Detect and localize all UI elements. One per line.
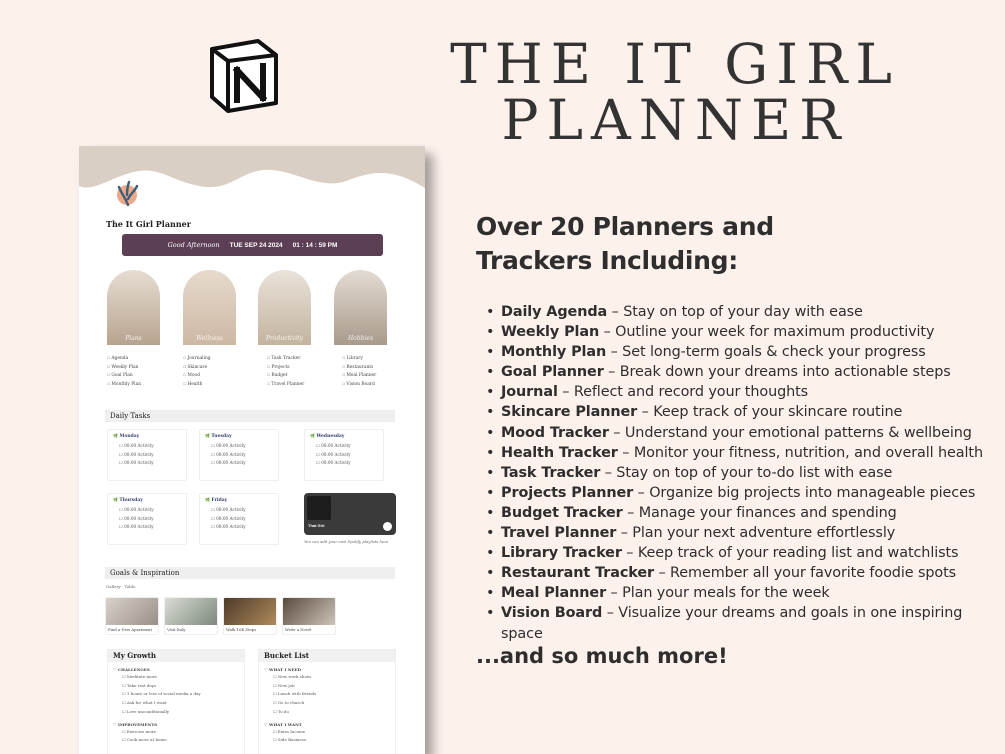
day-name: 🌿 Tuesday xyxy=(205,433,273,439)
planner-mockup xyxy=(79,146,425,754)
activity-item[interactable]: ☐ 00:00 Activity xyxy=(310,442,378,451)
nav-link[interactable]: ▫ Library xyxy=(342,355,376,364)
feature-desc: – Reflect and record your thoughts xyxy=(557,384,809,401)
feature-item xyxy=(486,523,986,543)
greeting-text: Good Afternoon xyxy=(167,241,220,249)
activity-item[interactable]: ☐ 00:00 Activity xyxy=(205,506,273,515)
activity-item[interactable]: ☐ 00:00 Activity xyxy=(113,459,181,468)
feature-name: Projects Planner xyxy=(501,484,634,501)
activity-item[interactable]: ☐ 00:00 Activity xyxy=(113,451,181,460)
arch-card-4[interactable] xyxy=(334,270,387,345)
goal-image xyxy=(106,598,158,625)
bucket-list-panel xyxy=(258,649,396,754)
feature-list xyxy=(486,302,986,644)
checklist-item[interactable]: ☐ Exercise more xyxy=(108,728,244,737)
panel-title: Bucket List xyxy=(259,650,395,662)
nav-link[interactable]: ▫ Mood xyxy=(183,372,211,381)
arch-label: Wellness xyxy=(196,335,223,342)
feature-desc: – Understand your emotional patterns & wellbeing xyxy=(608,424,972,441)
feature-item xyxy=(486,322,986,342)
feature-name: Goal Planner xyxy=(501,364,604,381)
feature-desc: – Manage your finances and spending xyxy=(622,504,897,521)
day-card-tuesday xyxy=(199,429,279,481)
feature-name: Skincare Planner xyxy=(501,404,638,421)
nav-link[interactable]: ▫ Projects xyxy=(267,364,304,373)
feature-desc: – Break down your dreams into actionable steps xyxy=(603,364,951,381)
nav-link[interactable]: ▫ Restaurants xyxy=(342,364,376,373)
checklist-item[interactable]: ☐ Extra Income xyxy=(259,728,395,737)
product-title xyxy=(440,32,910,152)
arch-card-2[interactable] xyxy=(183,270,236,345)
checklist-item[interactable]: ☐ Ask for what I want xyxy=(108,699,244,708)
notion-logo-icon xyxy=(206,37,282,113)
feature-name: Mood Tracker xyxy=(501,424,609,441)
spotify-player[interactable] xyxy=(304,493,396,535)
my-growth-panel xyxy=(107,649,245,754)
coral-icon xyxy=(113,179,143,209)
feature-desc: – Keep track of your skincare routine xyxy=(637,404,903,421)
clock-text: 01 : 14 : 59 PM xyxy=(292,241,338,249)
checklist-item[interactable]: ☐ Cook more at home xyxy=(108,736,244,745)
feature-name: Library Tracker xyxy=(501,545,622,562)
spotify-track: That Girl xyxy=(308,523,325,528)
activity-item[interactable]: ☐ 00:00 Activity xyxy=(113,515,181,524)
feature-desc: – Plan your meals for the week xyxy=(606,585,830,602)
feature-desc: – Plan your next adventure effortlessly xyxy=(616,525,896,542)
checklist-item[interactable]: ☐ To do xyxy=(259,708,395,717)
feature-name: Journal xyxy=(501,384,558,401)
feature-name: Health Tracker xyxy=(501,444,618,461)
feature-desc: – Remember all your favorite foodie spots xyxy=(654,565,957,582)
feature-name: Budget Tracker xyxy=(501,504,623,521)
day-card-wednesday xyxy=(304,429,384,481)
feature-desc: – Stay on top of your day with ease xyxy=(607,304,863,320)
nav-column-3 xyxy=(267,355,304,389)
nav-link[interactable]: ▫ Vision Board xyxy=(342,381,376,390)
checklist-item[interactable]: ☐ New job xyxy=(259,682,395,691)
checklist-item[interactable]: ☐ Lunch with friends xyxy=(259,690,395,699)
goals-header: Goals & Inspiration xyxy=(105,567,395,579)
feature-desc: – Set long-term goals & check your progress xyxy=(606,344,926,361)
day-name: 🌿 Friday xyxy=(205,497,273,503)
activity-item[interactable]: ☐ 00:00 Activity xyxy=(205,523,273,532)
feature-desc: – Keep track of your reading list and watchlists xyxy=(621,545,959,562)
feature-item xyxy=(486,583,986,603)
nav-link[interactable]: ▫ Meal Planner xyxy=(342,372,376,381)
feature-item xyxy=(486,382,986,402)
day-card-thursday xyxy=(107,493,187,545)
activity-item[interactable]: ☐ 00:00 Activity xyxy=(113,523,181,532)
activity-item[interactable]: ☐ 00:00 Activity xyxy=(205,515,273,524)
title-line-2: PLANNER xyxy=(501,88,849,152)
activity-item[interactable]: ☐ 00:00 Activity xyxy=(205,451,273,460)
activity-item[interactable]: ☐ 00:00 Activity xyxy=(205,442,273,451)
goal-image xyxy=(165,598,217,625)
category-label: ♡ CHALLENGES xyxy=(108,662,244,673)
feature-item xyxy=(486,302,986,322)
category-label: ♡ IMPROVEMENTS xyxy=(108,717,244,728)
closing-text: ...and so much more! xyxy=(476,644,728,668)
day-card-friday xyxy=(199,493,279,545)
features-heading: Over 20 Planners and Trackers Including: xyxy=(476,212,774,275)
feature-item xyxy=(486,603,986,643)
panel-title: My Growth xyxy=(108,650,244,662)
nav-link[interactable]: ▫ Travel Planner xyxy=(267,381,304,390)
nav-link[interactable]: ▫ Skincare xyxy=(183,364,211,373)
day-name: 🌿 Wednesday xyxy=(310,433,378,439)
nav-link[interactable]: ▫ Weekly Plan xyxy=(107,364,141,373)
feature-item xyxy=(486,342,986,362)
checklist-item[interactable]: ☐ Love unconditionally xyxy=(108,708,244,717)
goal-image xyxy=(224,598,276,625)
feature-item xyxy=(486,423,986,443)
category-label: ♡ WHAT I WANT xyxy=(259,717,395,728)
goal-card[interactable] xyxy=(105,597,159,635)
checklist-item[interactable]: ☐ 1 hours or less of social media a day xyxy=(108,690,244,699)
feature-desc: – Organize big projects into manageable pieces xyxy=(633,484,976,501)
goal-card[interactable] xyxy=(223,597,277,635)
day-card-monday xyxy=(107,429,187,481)
goal-view-tabs xyxy=(106,584,135,589)
arch-label: Productivity xyxy=(265,335,304,342)
feature-item xyxy=(486,463,986,483)
title-line-1: THE IT GIRL xyxy=(450,32,900,96)
activity-item[interactable]: ☐ 00:00 Activity xyxy=(113,442,181,451)
nav-link[interactable]: ▫ Task Tracker xyxy=(267,355,304,364)
greeting-bar xyxy=(122,234,383,256)
activity-item[interactable]: ☐ 00:00 Activity xyxy=(113,506,181,515)
arch-label: Plans xyxy=(125,335,142,342)
category-label: ♡ WHAT I NEED xyxy=(259,662,395,673)
tab-gallery[interactable]: Gallery xyxy=(106,584,121,589)
feature-name: Monthly Plan xyxy=(501,344,607,361)
album-art xyxy=(307,496,331,520)
activity-item[interactable]: ☐ 00:00 Activity xyxy=(205,459,273,468)
goal-card[interactable] xyxy=(282,597,336,635)
nav-link[interactable]: ▫ Agenda xyxy=(107,355,141,364)
feature-name: Meal Planner xyxy=(501,585,607,602)
feature-name: Weekly Plan xyxy=(501,324,600,341)
nav-link[interactable]: ▫ Goal Plan xyxy=(107,372,141,381)
feature-item xyxy=(486,362,986,382)
feature-item xyxy=(486,483,986,503)
checklist-item[interactable]: ☐ Go to church xyxy=(259,699,395,708)
feature-name: Travel Planner xyxy=(501,525,617,542)
checklist-item[interactable]: ☐ Meditate more xyxy=(108,673,244,682)
goal-caption: Write a Novel xyxy=(285,627,312,632)
nav-column-2 xyxy=(183,355,211,389)
nav-column-1 xyxy=(107,355,141,389)
feature-item xyxy=(486,543,986,563)
nav-column-4 xyxy=(342,355,376,389)
nav-link[interactable]: ▫ Journaling xyxy=(183,355,211,364)
mock-page-title: The It Girl Planner xyxy=(106,219,191,229)
play-icon[interactable] xyxy=(383,522,392,531)
arch-card-3[interactable] xyxy=(258,270,311,345)
goal-caption: Find a New Apartment xyxy=(108,627,153,632)
feature-desc: – Monitor your fitness, nutrition, and overall health xyxy=(617,444,983,461)
feature-name: Vision Board xyxy=(501,605,603,622)
checklist-item[interactable]: ☐ New work shoes xyxy=(259,673,395,682)
day-name: 🌿 Thursday xyxy=(113,497,181,503)
nav-link[interactable]: ▫ Monthly Plan xyxy=(107,381,141,390)
tab-table[interactable]: Table xyxy=(124,584,136,589)
goal-caption: Walk 10K Steps xyxy=(226,627,257,632)
feature-name: Task Tracker xyxy=(501,464,601,481)
feature-desc: – Stay on top of your to-do list with ease xyxy=(600,464,893,481)
feature-name: Restaurant Tracker xyxy=(501,565,654,582)
activity-item[interactable]: ☐ 00:00 Activity xyxy=(310,451,378,460)
arch-label: Hobbies xyxy=(347,335,374,342)
activity-item[interactable]: ☐ 00:00 Activity xyxy=(310,459,378,468)
goal-caption: Visit Italy xyxy=(167,627,186,632)
feature-item xyxy=(486,563,986,583)
checklist-item[interactable]: ☐ Take rest days xyxy=(108,682,244,691)
day-name: 🌿 Monday xyxy=(113,433,181,439)
feature-item xyxy=(486,503,986,523)
daily-tasks-header: Daily Tasks xyxy=(105,410,395,422)
feature-desc: – Outline your week for maximum productivity xyxy=(599,324,935,341)
feature-item xyxy=(486,443,986,463)
goal-card[interactable] xyxy=(164,597,218,635)
nav-link[interactable]: ▫ Budget xyxy=(267,372,304,381)
feature-desc: – Visualize your dreams and goals in one inspiring space xyxy=(501,605,963,642)
checklist-item[interactable]: ☐ Side Business xyxy=(259,736,395,745)
nav-link[interactable]: ▫ Health xyxy=(183,381,211,390)
spotify-caption: You can add your own Spotify playlists here. xyxy=(304,539,390,544)
feature-item xyxy=(486,402,986,422)
date-text: TUE SEP 24 2024 xyxy=(229,241,283,249)
feature-name: Daily Agenda xyxy=(501,304,608,320)
arch-card-1[interactable] xyxy=(107,270,160,345)
goal-image xyxy=(283,598,335,625)
